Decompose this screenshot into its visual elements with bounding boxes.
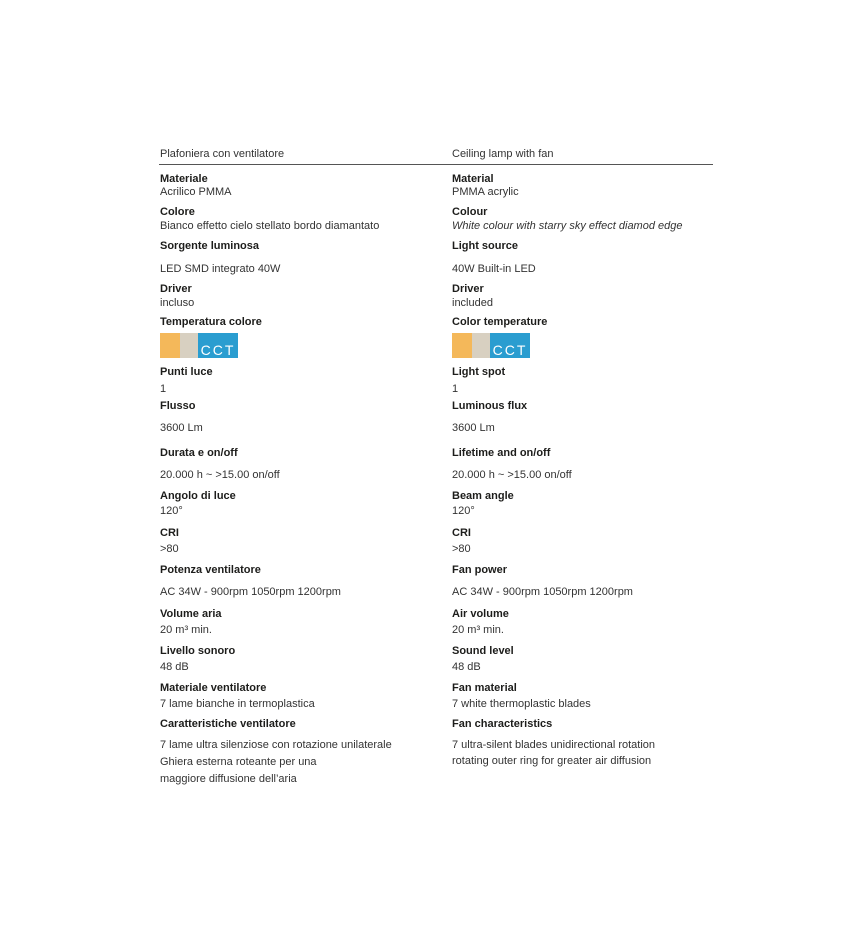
cct-warm-swatch bbox=[160, 333, 180, 358]
driver-value: included bbox=[452, 297, 493, 309]
fan-material-value: 7 lame bianche in termoplastica bbox=[160, 698, 315, 710]
color-temperature-label: Color temperature bbox=[452, 316, 548, 328]
cct-neutral-swatch bbox=[180, 333, 198, 358]
colour-value: Bianco effetto cielo stellato bordo diamantato bbox=[160, 220, 380, 232]
fan-material-label: Fan material bbox=[452, 682, 517, 694]
luminous-flux-label: Luminous flux bbox=[452, 400, 528, 412]
cct-cool-swatch bbox=[490, 333, 530, 358]
light-spot-value: 1 bbox=[452, 383, 459, 395]
fan-characteristics-label: Caratteristiche ventilatore bbox=[160, 718, 296, 730]
fan-characteristics-line-3: maggiore diffusione dell’aria bbox=[160, 773, 297, 785]
material-label: Materiale bbox=[160, 173, 208, 185]
cri-label: CRI bbox=[160, 527, 179, 539]
cct-warm-swatch bbox=[452, 333, 472, 358]
fan-characteristics-line-2: Ghiera esterna roteante per una bbox=[160, 756, 317, 768]
air-volume-value: 20 m³ min. bbox=[452, 624, 504, 636]
cri-value: >80 bbox=[452, 543, 471, 555]
beam-angle-label: Angolo di luce bbox=[160, 490, 236, 502]
luminous-flux-value: 3600 Lm bbox=[452, 422, 495, 434]
header-title-en: Ceiling lamp with fan bbox=[452, 148, 554, 160]
light-source-label: Sorgente luminosa bbox=[160, 240, 260, 252]
material-value: Acrilico PMMA bbox=[160, 186, 232, 198]
luminous-flux-label: Flusso bbox=[160, 400, 196, 412]
cct-cool-swatch bbox=[198, 333, 238, 358]
air-volume-label: Volume aria bbox=[160, 608, 222, 620]
fan-power-label: Fan power bbox=[452, 564, 508, 576]
luminous-flux-value: 3600 Lm bbox=[160, 422, 203, 434]
fan-material-label: Materiale ventilatore bbox=[160, 682, 267, 694]
material-value: PMMA acrylic bbox=[452, 186, 519, 198]
light-source-label: Light source bbox=[452, 240, 519, 252]
cct-swatch bbox=[452, 333, 530, 358]
fan-characteristics-line-1: 7 ultra-silent blades unidirectional rotation bbox=[452, 739, 656, 751]
fan-characteristics-label: Fan characteristics bbox=[452, 718, 553, 730]
sound-level-label: Livello sonoro bbox=[160, 645, 236, 657]
cri-value: >80 bbox=[160, 543, 179, 555]
lifetime-value: 20.000 h ~ >15.00 on/off bbox=[160, 469, 280, 481]
sound-level-value: 48 dB bbox=[452, 661, 481, 673]
cct-neutral-swatch bbox=[472, 333, 490, 358]
air-volume-value: 20 m³ min. bbox=[160, 624, 212, 636]
light-source-value: LED SMD integrato 40W bbox=[160, 263, 281, 275]
beam-angle-value: 120° bbox=[160, 505, 183, 517]
driver-value: incluso bbox=[160, 297, 195, 309]
fan-power-value: AC 34W - 900rpm 1050rpm 1200rpm bbox=[160, 586, 341, 598]
colour-label: Colore bbox=[160, 206, 195, 218]
material-label: Material bbox=[452, 173, 494, 185]
cri-label: CRI bbox=[452, 527, 471, 539]
fan-characteristics-line-2: rotating outer ring for greater air diffusion bbox=[452, 755, 652, 767]
lifetime-label: Durata e on/off bbox=[160, 447, 238, 459]
light-source-value: 40W Built-in LED bbox=[452, 263, 536, 275]
cct-text: CCT bbox=[492, 342, 528, 358]
lifetime-label: Lifetime and on/off bbox=[452, 447, 551, 459]
colour-value: White colour with starry sky effect diamod edge bbox=[452, 220, 683, 232]
beam-angle-label: Beam angle bbox=[452, 490, 514, 502]
sound-level-value: 48 dB bbox=[160, 661, 189, 673]
fan-power-label: Potenza ventilatore bbox=[160, 564, 261, 576]
driver-label: Driver bbox=[160, 283, 192, 295]
cct-swatch bbox=[160, 333, 238, 358]
air-volume-label: Air volume bbox=[452, 608, 509, 620]
sound-level-label: Sound level bbox=[452, 645, 514, 657]
color-temperature-label: Temperatura colore bbox=[160, 316, 262, 328]
light-spot-value: 1 bbox=[160, 383, 167, 395]
fan-power-value: AC 34W - 900rpm 1050rpm 1200rpm bbox=[452, 586, 633, 598]
fan-material-value: 7 white thermoplastic blades bbox=[452, 698, 591, 710]
light-spot-label: Punti luce bbox=[160, 366, 213, 378]
lifetime-value: 20.000 h ~ >15.00 on/off bbox=[452, 469, 572, 481]
colour-label: Colour bbox=[452, 206, 488, 218]
fan-characteristics-line-1: 7 lame ultra silenziose con rotazione unilaterale bbox=[160, 739, 392, 751]
header-title-it: Plafoniera con ventilatore bbox=[160, 148, 285, 160]
header-divider bbox=[159, 164, 713, 165]
light-spot-label: Light spot bbox=[452, 366, 506, 378]
cct-text: CCT bbox=[200, 342, 236, 358]
driver-label: Driver bbox=[452, 283, 484, 295]
beam-angle-value: 120° bbox=[452, 505, 475, 517]
